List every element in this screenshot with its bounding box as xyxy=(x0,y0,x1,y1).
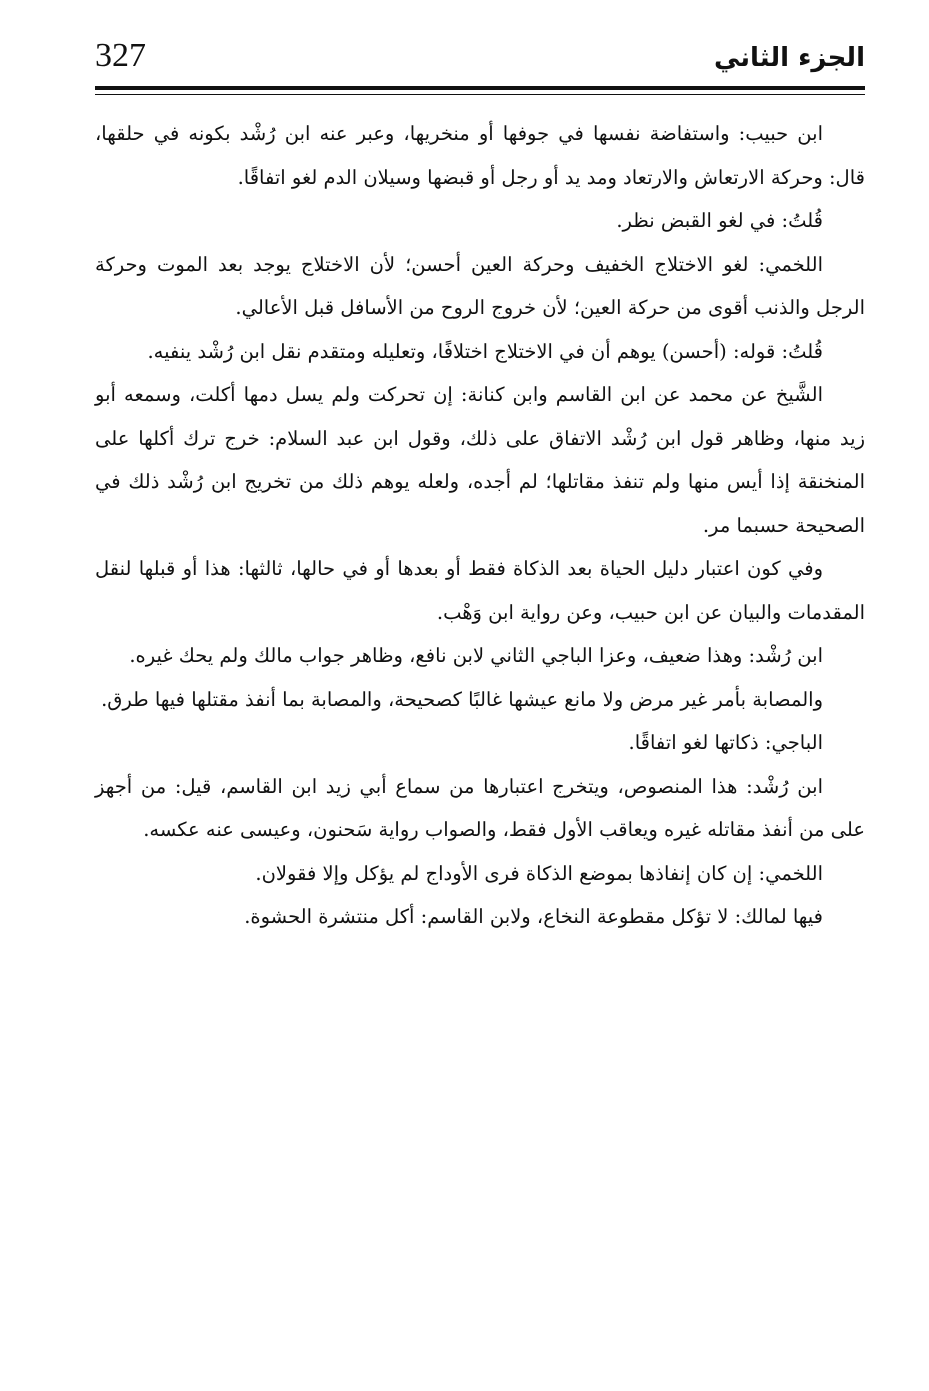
paragraph: ابن رُشْد: وهذا ضعيف، وعزا الباجي الثاني لابن نافع، وظاهر جواب مالك ولم يحك غيره. xyxy=(129,644,823,667)
paragraph: اللخمي: لغو الاختلاج الخفيف وحركة العين أحسن؛ لأن الاختلاج يوجد بعد الموت وحركة الرجل والذنب أقوى من حركة العين؛ لأن خروج الروح من الأسافل قبل الأعالي. xyxy=(95,252,865,319)
volume-title: الجزء الثاني xyxy=(713,43,865,73)
page-number: 327 xyxy=(95,37,146,74)
paragraph: الشَّيخ عن محمد عن ابن القاسم وابن كنانة: إن تحركت ولم يسل دمها أكلت، وسمعه أبو زيد منها، وظاهر قول ابن رُشْد الاتفاق على ذلك، وقول ابن عبد السلام: خرج ترك أكلها على المنخنقة إذا أيس منها ولم تنفذ مقاتلها؛ لم أجده، ولعله يوهم ذلك من تخريج ابن رُشْد ذلك في الصحيحة حسبما مر. xyxy=(95,383,865,537)
paragraph: اللخمي: إن كان إنفاذها بموضع الذكاة فرى الأوداج لم يؤكل وإلا فقولان. xyxy=(255,861,823,885)
paragraph: ابن رُشْد: هذا المنصوص، ويتخرج اعتبارها من سماع أبي زيد ابن القاسم، قيل: من أجهز على من أنفذ مقاتله غيره ويعاقب الأول فقط، والصواب رواية سَحنون، وعيسى عنه عكسه. xyxy=(95,774,865,841)
paragraph: وفي كون اعتبار دليل الحياة بعد الذكاة فقط أو بعدها أو في حالها، ثالثها: هذا أو قبلها لنقل المقدمات والبيان عن ابن حبيب، وعن رواية ابن وَهْب. xyxy=(95,557,865,624)
main-text xyxy=(95,112,865,939)
page-header xyxy=(95,28,865,84)
header-rule-thin xyxy=(95,94,865,95)
paragraph: والمصابة بأمر غير مرض ولا مانع عيشها غالبًا كصحيحة، والمصابة بما أنفذ مقتلها فيها طرق. xyxy=(101,687,823,711)
paragraph: قُلتُ: في لغو القبض نظر. xyxy=(616,209,823,232)
paragraph: ابن حبيب: واستفاضة نفسها في جوفها أو منخريها، وعبر عنه ابن رُشْد بكونه في حلقها، قال: وحركة الارتعاش والارتعاد ومد يد أو رجل أو قبضها وسيلان الدم لغو اتفاقًا. xyxy=(95,122,865,189)
paragraph: قُلتُ: قوله: (أحسن) يوهم أن في الاختلاج اختلافًا، وتعليله ومتقدم نقل ابن رُشْد ينفيه. xyxy=(147,339,823,363)
paragraph: الباجي: ذكاتها لغو اتفاقًا. xyxy=(628,731,823,754)
paragraph: فيها لمالك: لا تؤكل مقطوعة النخاع، ولابن القاسم: أكل منتشرة الحشوة. xyxy=(244,905,823,928)
header-rule-thick xyxy=(95,86,865,90)
